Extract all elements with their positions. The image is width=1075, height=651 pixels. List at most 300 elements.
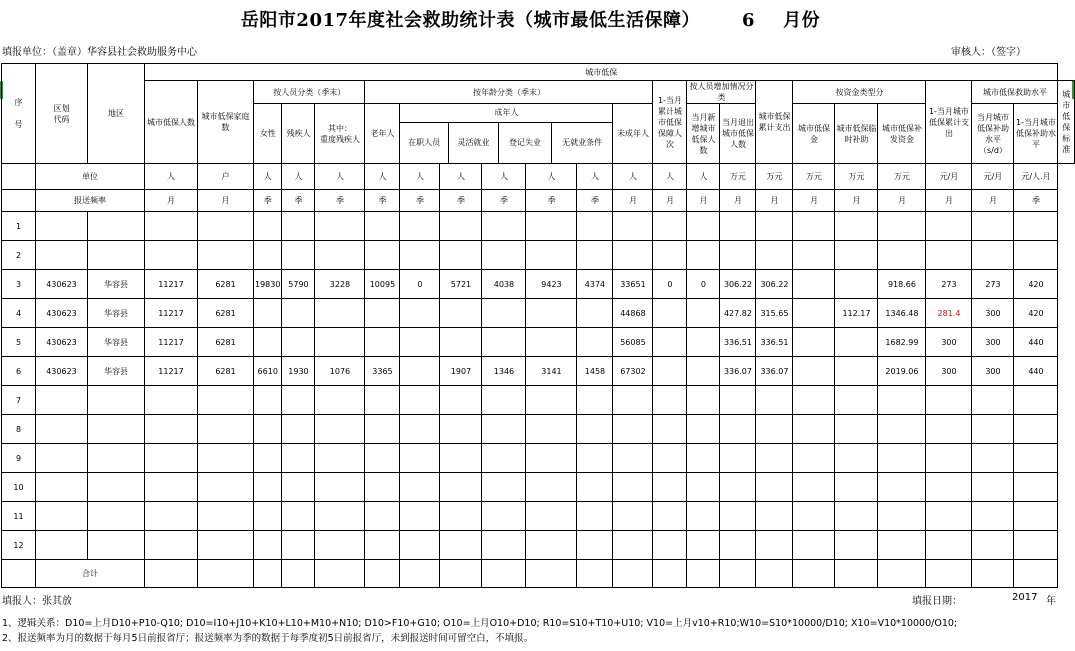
data-cell: 300	[972, 328, 1014, 357]
data-cell	[793, 299, 835, 328]
data-cell	[1014, 444, 1058, 473]
freq-cell: 月	[926, 190, 972, 212]
freq-cell: 月	[613, 190, 653, 212]
data-cell	[440, 212, 482, 241]
data-cell	[687, 328, 720, 357]
data-cell	[400, 502, 440, 531]
data-cell	[577, 299, 613, 328]
data-cell	[926, 473, 972, 502]
total-cell	[254, 560, 282, 588]
table-row	[2, 328, 1075, 357]
total-cell	[613, 560, 653, 588]
data-cell: 3365	[365, 357, 400, 386]
data-cell: 5790	[282, 270, 315, 299]
data-cell	[365, 444, 400, 473]
total-cell	[400, 560, 440, 588]
data-cell	[440, 473, 482, 502]
data-cell	[835, 386, 878, 415]
data-cell	[972, 502, 1014, 531]
row-number: 1	[2, 212, 36, 241]
row-area-code: 430623	[36, 270, 88, 299]
row-area: 华容县	[88, 357, 145, 386]
total-cell	[972, 560, 1014, 588]
data-cell	[198, 415, 254, 444]
statistics-table	[1, 63, 1075, 588]
row-number: 3	[2, 270, 36, 299]
data-cell	[756, 444, 793, 473]
col-female: 女性	[254, 104, 282, 164]
data-cell	[687, 531, 720, 560]
data-cell	[198, 444, 254, 473]
table-row	[2, 444, 1075, 473]
row-number: 9	[2, 444, 36, 473]
data-cell	[315, 473, 365, 502]
data-cell	[1014, 502, 1058, 531]
data-cell: 2019.06	[878, 357, 926, 386]
unit-cell: 人	[365, 164, 400, 190]
data-cell	[1014, 241, 1058, 270]
data-cell: 5721	[440, 270, 482, 299]
freq-cell: 季	[400, 190, 440, 212]
report-date-year: 2017	[1012, 592, 1038, 603]
data-cell	[365, 212, 400, 241]
data-cell	[145, 415, 198, 444]
data-cell	[756, 531, 793, 560]
row-area	[88, 502, 145, 531]
unit-cell: 人	[315, 164, 365, 190]
data-cell	[687, 212, 720, 241]
freq-cell: 季	[282, 190, 315, 212]
data-cell	[400, 415, 440, 444]
unit-cell: 人	[282, 164, 315, 190]
data-cell	[720, 531, 756, 560]
data-cell	[835, 212, 878, 241]
row-area-code	[36, 444, 88, 473]
data-cell	[577, 415, 613, 444]
freq-cell: 季	[315, 190, 365, 212]
unit-cell: 万元	[720, 164, 756, 190]
unit-cell: 人	[653, 164, 687, 190]
col-adult: 成年人	[400, 104, 612, 122]
data-cell: 300	[972, 299, 1014, 328]
table-row	[2, 270, 1075, 299]
data-cell: 19830	[254, 270, 282, 299]
data-cell	[972, 386, 1014, 415]
data-cell: 6281	[198, 270, 254, 299]
data-cell	[577, 531, 613, 560]
filler-name: 填报人：张其放	[2, 596, 72, 607]
data-cell	[926, 444, 972, 473]
unit-cell: 元/月	[926, 164, 972, 190]
data-cell	[613, 415, 653, 444]
data-cell	[793, 212, 835, 241]
data-cell	[482, 444, 526, 473]
data-cell	[526, 531, 577, 560]
data-cell	[365, 502, 400, 531]
table-row	[2, 502, 1075, 531]
data-cell	[254, 386, 282, 415]
data-cell: 336.07	[756, 357, 793, 386]
group-change: 按人员增加情况分类	[687, 81, 756, 104]
data-cell	[526, 473, 577, 502]
unit-cell: 元/人.月	[1014, 164, 1058, 190]
data-cell: 9423	[526, 270, 577, 299]
total-cell	[198, 560, 254, 588]
group-adult	[400, 104, 613, 164]
note-frequency: 2、报送频率为月的数据于每月5日前报省厅；报送频率为季的数据于每季度初5日前报省厅，未到报送时间可留空白，不填报。	[2, 633, 534, 644]
table-row	[2, 473, 1075, 502]
data-cell	[793, 444, 835, 473]
table-row	[2, 357, 1075, 386]
total-cell	[926, 560, 972, 588]
data-cell	[365, 473, 400, 502]
data-cell: 1930	[282, 357, 315, 386]
data-cell	[793, 270, 835, 299]
data-cell	[254, 212, 282, 241]
unit-cell: 元/月	[972, 164, 1014, 190]
data-cell	[926, 386, 972, 415]
data-cell	[926, 502, 972, 531]
data-cell: 4374	[577, 270, 613, 299]
data-cell	[282, 299, 315, 328]
data-cell	[440, 328, 482, 357]
data-cell	[577, 241, 613, 270]
table-row	[2, 386, 1075, 415]
data-cell	[482, 212, 526, 241]
freq-cell: 月	[145, 190, 198, 212]
freq-cell: 季	[440, 190, 482, 212]
col-cum-expense: 1-当月城市低保累计支出	[926, 81, 972, 164]
data-cell	[926, 415, 972, 444]
col-month-level: 当月城市低保补助水平（s/d）	[972, 104, 1014, 164]
data-cell: 336.51	[720, 328, 756, 357]
col-registered-unemp: 登记失业	[499, 122, 552, 163]
data-cell	[365, 531, 400, 560]
data-cell	[653, 386, 687, 415]
freq-cell: 月	[793, 190, 835, 212]
data-cell	[972, 415, 1014, 444]
note-logic: 1、逻辑关系：D10=上月D10+P10-Q10; D10=I10+J10+K10+L10+M10+N10; D10>F10+G10; O10=上月O10+D10; R10=S10+T10+U10; V10=上月v10+R10;W10=S10*10000/D10; X10=V10*10000/O10;	[2, 618, 958, 629]
row-area-code: 430623	[36, 299, 88, 328]
col-flexible: 灵活就业	[448, 122, 498, 163]
notes	[2, 616, 957, 646]
data-cell: 1346	[482, 357, 526, 386]
table-row	[2, 212, 1075, 241]
freq-cell: 月	[756, 190, 793, 212]
unit-cell: 人	[687, 164, 720, 190]
freq-cell: 季	[577, 190, 613, 212]
data-cell	[756, 212, 793, 241]
data-cell	[198, 473, 254, 502]
data-cell	[756, 473, 793, 502]
data-cell: 336.07	[720, 357, 756, 386]
data-cell: 273	[972, 270, 1014, 299]
data-cell	[720, 415, 756, 444]
row-area	[88, 212, 145, 241]
data-cell	[793, 386, 835, 415]
data-cell	[878, 473, 926, 502]
data-cell	[756, 386, 793, 415]
data-cell	[653, 212, 687, 241]
data-cell	[1014, 531, 1058, 560]
report-date-label: 填报日期：	[912, 596, 962, 607]
data-cell	[1014, 386, 1058, 415]
unit-row-label: 单位	[36, 164, 145, 190]
data-cell: 1907	[440, 357, 482, 386]
data-cell: 11217	[145, 328, 198, 357]
col-seq: 序 号	[2, 64, 36, 164]
title-month-word: 月份	[783, 10, 821, 31]
data-cell	[756, 502, 793, 531]
data-cell	[526, 415, 577, 444]
data-cell	[400, 444, 440, 473]
data-cell	[440, 415, 482, 444]
unit-cell: 人	[613, 164, 653, 190]
data-cell	[720, 241, 756, 270]
reviewer: 审核人：（签字）	[951, 47, 1026, 58]
row-number: 10	[2, 473, 36, 502]
data-cell: 1682.99	[878, 328, 926, 357]
row-area-code	[36, 241, 88, 270]
data-cell	[577, 444, 613, 473]
data-cell	[687, 444, 720, 473]
total-cell	[878, 560, 926, 588]
data-cell	[254, 502, 282, 531]
freq-cell: 月	[972, 190, 1014, 212]
data-cell	[482, 328, 526, 357]
row-area-code	[36, 415, 88, 444]
data-cell	[198, 241, 254, 270]
title-month	[728, 10, 834, 31]
freq-cell: 月	[687, 190, 720, 212]
data-cell: 6281	[198, 357, 254, 386]
data-cell: 67302	[613, 357, 653, 386]
data-cell	[835, 328, 878, 357]
freq-cell: 月	[720, 190, 756, 212]
freq-cell: 季	[1014, 190, 1058, 212]
data-cell	[282, 502, 315, 531]
col-severe-disabled: 其中： 重度残疾人	[315, 104, 365, 164]
data-cell: 0	[687, 270, 720, 299]
total-cell	[756, 560, 793, 588]
data-cell: 6610	[254, 357, 282, 386]
data-cell: 11217	[145, 270, 198, 299]
data-cell	[198, 531, 254, 560]
data-cell	[653, 502, 687, 531]
data-cell	[687, 299, 720, 328]
freq-cell: 月	[878, 190, 926, 212]
data-cell	[526, 299, 577, 328]
total-cell	[577, 560, 613, 588]
data-cell	[793, 531, 835, 560]
data-cell	[400, 299, 440, 328]
data-cell	[315, 328, 365, 357]
group-aid-level: 城市低保救助水平	[972, 81, 1058, 104]
total-row	[2, 560, 1075, 588]
data-cell	[365, 415, 400, 444]
total-cell	[526, 560, 577, 588]
data-cell	[613, 502, 653, 531]
data-cell	[878, 415, 926, 444]
data-cell	[1014, 415, 1058, 444]
data-cell: 427.82	[720, 299, 756, 328]
data-cell	[720, 502, 756, 531]
data-cell	[577, 328, 613, 357]
data-cell	[613, 473, 653, 502]
unit-cell: 人	[145, 164, 198, 190]
unit-cell: 人	[482, 164, 526, 190]
data-cell	[282, 531, 315, 560]
total-blank-seq	[2, 560, 36, 588]
data-cell	[315, 502, 365, 531]
data-cell	[198, 212, 254, 241]
data-cell	[687, 386, 720, 415]
data-cell	[577, 502, 613, 531]
data-cell: 10095	[365, 270, 400, 299]
row-number: 12	[2, 531, 36, 560]
data-cell	[653, 299, 687, 328]
data-cell	[254, 444, 282, 473]
data-cell	[653, 241, 687, 270]
col-cum-level: 1-当月城市低保补助水平	[1014, 104, 1058, 164]
data-cell	[526, 444, 577, 473]
data-cell	[972, 531, 1014, 560]
row-area	[88, 241, 145, 270]
row-number: 7	[2, 386, 36, 415]
row-number: 2	[2, 241, 36, 270]
col-temp-subsidy: 城市低保临时补助	[835, 104, 878, 164]
data-cell	[1014, 212, 1058, 241]
data-cell	[793, 241, 835, 270]
col-minor: 未成年人	[613, 104, 653, 164]
data-cell: 420	[1014, 299, 1058, 328]
data-cell	[687, 357, 720, 386]
data-cell: 1346.48	[878, 299, 926, 328]
data-cell	[482, 531, 526, 560]
row-number: 8	[2, 415, 36, 444]
data-cell	[926, 531, 972, 560]
total-cell	[835, 560, 878, 588]
col-households: 城市低保家庭数	[198, 81, 254, 164]
data-cell	[720, 473, 756, 502]
total-cell	[720, 560, 756, 588]
group-by-fund: 按资金类型分	[793, 81, 926, 104]
data-cell	[526, 328, 577, 357]
data-cell	[145, 212, 198, 241]
data-cell	[254, 328, 282, 357]
freq-cell: 季	[526, 190, 577, 212]
total-cell	[315, 560, 365, 588]
data-cell	[613, 386, 653, 415]
col-recipients: 城市低保人数	[145, 81, 198, 164]
data-cell	[577, 212, 613, 241]
table-row	[2, 241, 1075, 270]
total-cell	[793, 560, 835, 588]
data-cell	[315, 444, 365, 473]
col-total-expense: 城市低保累计支出	[756, 81, 793, 164]
total-cell	[687, 560, 720, 588]
data-cell	[315, 415, 365, 444]
col-area-code: 区划 代码	[36, 64, 88, 164]
data-cell	[926, 241, 972, 270]
data-cell	[653, 415, 687, 444]
data-cell	[835, 357, 878, 386]
data-cell	[793, 473, 835, 502]
data-cell	[254, 531, 282, 560]
data-cell	[440, 241, 482, 270]
row-number: 5	[2, 328, 36, 357]
data-cell	[400, 531, 440, 560]
data-cell	[282, 473, 315, 502]
data-cell	[254, 241, 282, 270]
data-cell: 4038	[482, 270, 526, 299]
data-cell	[440, 444, 482, 473]
data-cell	[400, 473, 440, 502]
col-exit-people: 当月退出城市低保人数	[720, 104, 756, 164]
col-disabled: 残疾人	[282, 104, 315, 164]
data-cell	[835, 444, 878, 473]
data-cell: 33651	[613, 270, 653, 299]
row-area-code	[36, 212, 88, 241]
data-cell	[756, 241, 793, 270]
data-cell	[145, 444, 198, 473]
data-cell	[400, 212, 440, 241]
row-area: 华容县	[88, 270, 145, 299]
unit-cell: 人	[526, 164, 577, 190]
data-cell	[756, 415, 793, 444]
data-cell: 112.17	[835, 299, 878, 328]
data-cell	[577, 473, 613, 502]
freq-blank-seq	[2, 190, 36, 212]
unit-cell: 人	[400, 164, 440, 190]
col-supp-fund: 城市低保补发资金	[878, 104, 926, 164]
data-cell	[482, 386, 526, 415]
data-cell: 3141	[526, 357, 577, 386]
data-cell: 6281	[198, 299, 254, 328]
data-cell	[926, 212, 972, 241]
unit-blank-seq	[2, 164, 36, 190]
data-cell	[720, 386, 756, 415]
data-cell	[145, 473, 198, 502]
data-cell	[254, 415, 282, 444]
data-cell	[254, 473, 282, 502]
data-cell	[687, 502, 720, 531]
total-cell	[145, 560, 198, 588]
col-new-people: 当月新增城市低保人数	[687, 104, 720, 164]
data-cell	[835, 270, 878, 299]
freq-row-label: 报送频率	[36, 190, 145, 212]
data-cell: 273	[926, 270, 972, 299]
data-cell: 918.66	[878, 270, 926, 299]
data-cell	[482, 241, 526, 270]
data-cell	[613, 212, 653, 241]
freq-cell: 季	[254, 190, 282, 212]
unit-cell: 万元	[756, 164, 793, 190]
data-cell	[878, 241, 926, 270]
row-area-code	[36, 502, 88, 531]
group-city-dibao: 城市低保	[145, 64, 1058, 81]
title-main: 岳阳市2017年度社会救助统计表（城市最低生活保障）	[240, 10, 701, 31]
row-area: 华容县	[88, 299, 145, 328]
data-cell	[720, 212, 756, 241]
reporting-unit: 填报单位：（盖章）华容县社会救助服务中心	[2, 47, 197, 58]
unit-cell: 万元	[835, 164, 878, 190]
freq-cell: 季	[365, 190, 400, 212]
page-title	[0, 6, 1075, 32]
table-row	[2, 299, 1075, 328]
freq-cell: 季	[482, 190, 526, 212]
row-area	[88, 415, 145, 444]
